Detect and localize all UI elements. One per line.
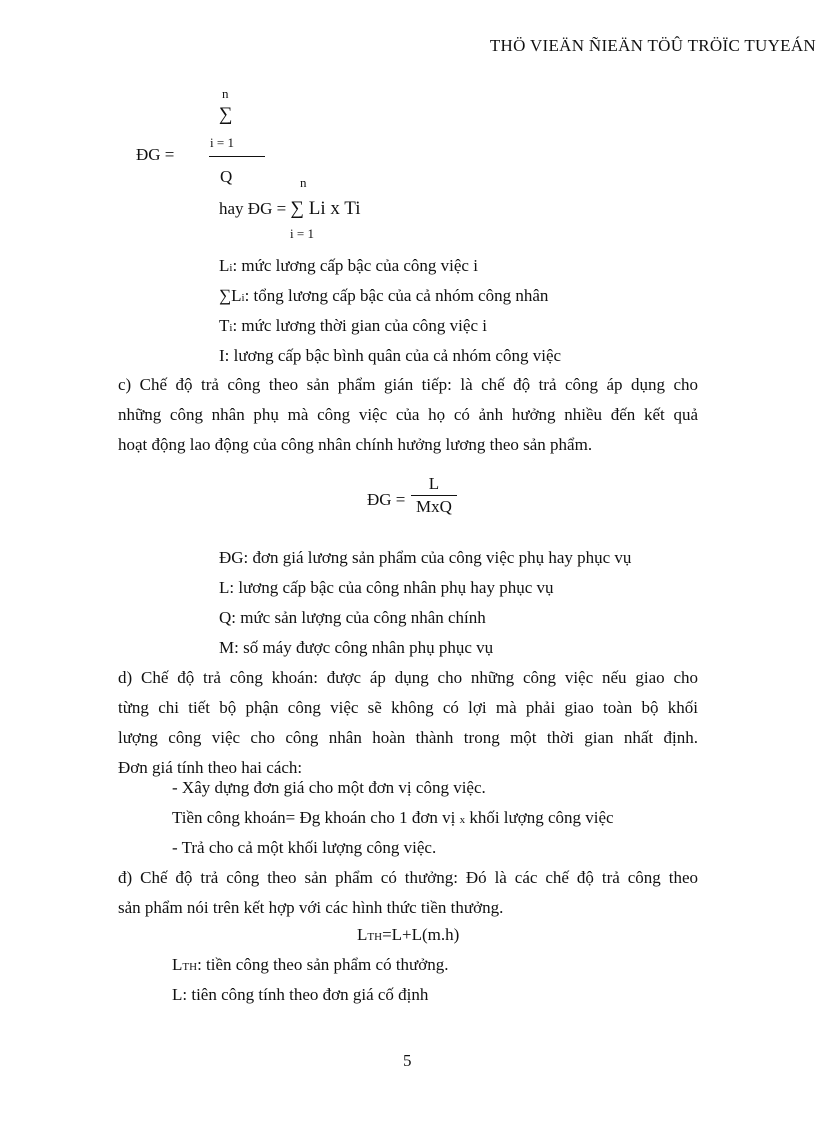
- paragraph-c: c) Chế độ trả công theo sản phẩm gián tiếp: là chế độ trả công áp dụng cho những công nhân phụ mà công việc của họ có ảnh hưởng nhiều đến kết quả hoạt động lao động của công nhân chính hưởng lương theo sản phẩm.: [118, 375, 698, 454]
- definition-item: Ti: mức lương thời gian của công việc i: [219, 316, 487, 335]
- page-number: 5: [403, 1051, 412, 1070]
- definition-item: ∑Li: tổng lương cấp bậc của cả nhóm công nhân: [219, 286, 549, 305]
- definition-item: I: lương cấp bậc bình quân của cả nhóm công việc: [219, 346, 562, 365]
- definition-item: M: số máy được công nhân phụ phục vụ: [219, 638, 494, 657]
- formula-bonus-wage: LTH=L+L(m.h): [357, 925, 460, 944]
- sigma-symbol: ∑: [290, 198, 304, 219]
- sum-lower-limit: i = 1: [290, 226, 314, 241]
- sum-upper-limit: n: [300, 175, 307, 190]
- paragraph-d: d) Chế độ trả công khoán: được áp dụng cho những công việc nếu giao cho từng chi tiết bộ phận công việc sẽ không có lợi mà phải giao toàn bộ khối lượng công việc cho công nhân hoàn thành trong một thời gian nhất định. Đơn giá tính theo hai cách:: [118, 668, 698, 777]
- method-item: - Xây dựng đơn giá cho một đơn vị công việc.: [172, 778, 486, 797]
- formula-denominator: MxQ: [416, 497, 452, 516]
- formula-line: hay ĐG = ∑ Li x Ti: [219, 198, 361, 219]
- wage-formula: Tiền công khoán= Đg khoán cho 1 đơn vị x khối lượng công việc: [172, 808, 614, 827]
- sum-lower-limit: i = 1: [210, 135, 234, 150]
- fraction-bar: [411, 495, 457, 496]
- definition-item: Li: mức lương cấp bậc của công việc i: [219, 256, 478, 275]
- page-header: THÖ VIEÄN ÑIEÄN TÖÛ TRÖÏC TUYEÁN: [489, 36, 816, 55]
- paragraph-dd: đ) Chế độ trả công theo sản phẩm có thưởng: Đó là các chế độ trả công theo sản phẩm nói trên kết hợp với các hình thức tiền thưởng.: [118, 868, 698, 917]
- definition-item: Q: mức sản lượng của công nhân chính: [219, 608, 486, 627]
- sigma-symbol: ∑: [219, 104, 233, 125]
- formula-lhs: ĐG =: [367, 490, 406, 509]
- definition-item: L: lương cấp bậc của công nhân phụ hay phục vụ: [219, 578, 554, 597]
- sum-upper-limit: n: [222, 86, 229, 101]
- formula-lhs: ĐG =: [136, 145, 175, 164]
- fraction-bar: [209, 156, 265, 157]
- formula-numerator: L: [428, 474, 440, 493]
- definition-item: ĐG: đơn giá lương sản phẩm của công việc phụ hay phục vụ: [219, 548, 632, 567]
- definition-item: LTH: tiền công theo sản phẩm có thưởng.: [172, 955, 449, 974]
- method-item: - Trả cho cả một khối lượng công việc.: [172, 838, 437, 857]
- definition-item: L: tiên công tính theo đơn giá cố định: [172, 985, 429, 1004]
- formula-denominator: Q: [220, 167, 233, 186]
